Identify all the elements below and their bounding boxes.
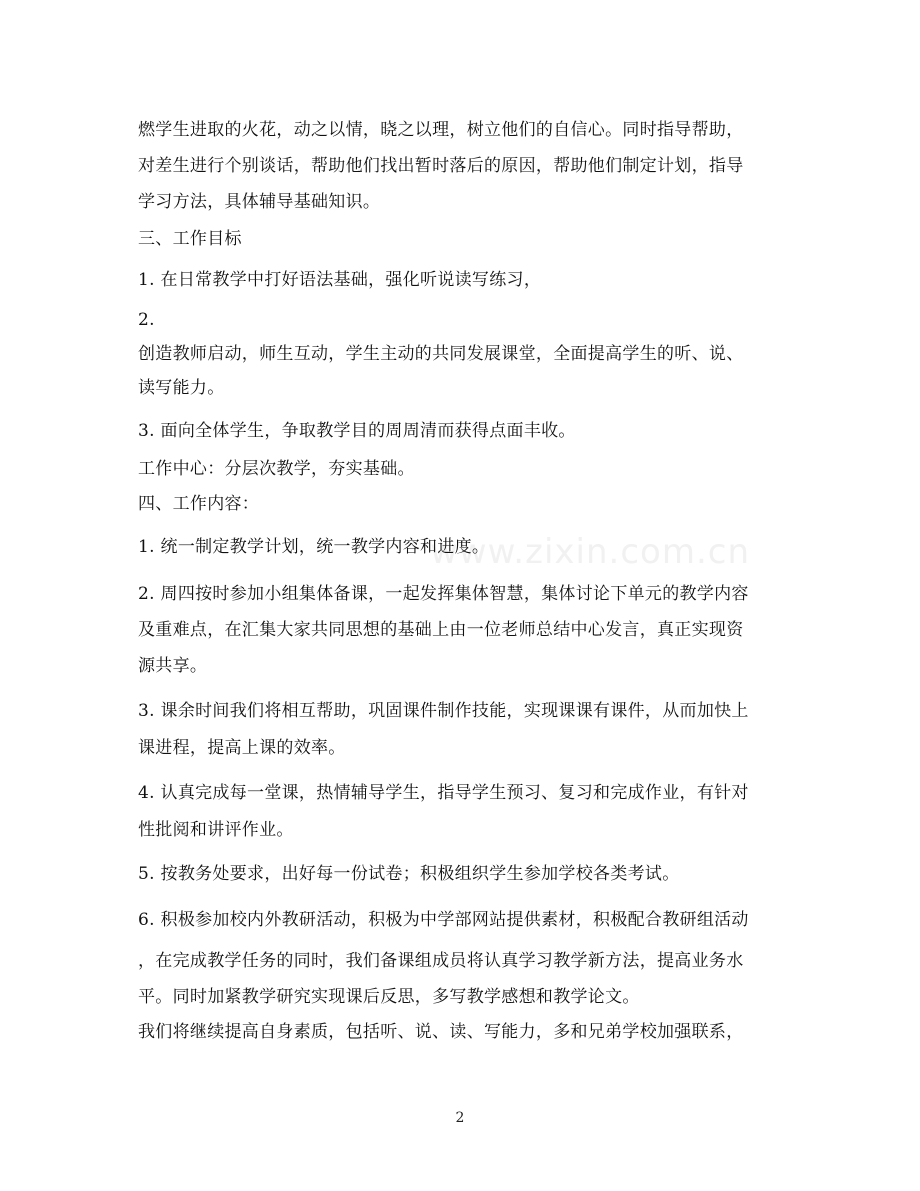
text-line: 6. 积极参加校内外教研活动，积极为中学部网站提供素材，积极配合教研组活动 [138,910,749,930]
text-line: 源共享。 [138,656,208,676]
text-line: 读写能力。 [138,378,225,398]
page-number: 2 [455,1110,465,1126]
text-line: 3. 面向全体学生，争取教学目的周周清而获得点面丰收。 [138,421,576,441]
text-line: 1. 统一制定教学计划，统一教学内容和进度。 [138,537,490,557]
text-line: 我们将继续提高自身素质，包括听、说、读、写能力，多和兄弟学校加强联系， [138,1022,744,1042]
text-line: 5. 按教务处要求，出好每一份试卷；积极组织学生参加学校各类考试。 [138,864,680,884]
text-line: 对差生进行个别谈话，帮助他们找出暂时落后的原因，帮助他们制定计划，指导 [138,156,744,176]
text-line: 性批阅和讲评作业。 [138,820,294,840]
section-heading: 三、工作目标 [138,229,242,249]
text-line: ，在完成教学任务的同时，我们备课组成员将认真学习教学新方法，提高业务水 [138,951,744,971]
text-line: 工作中心：分层次教学，夯实基础。 [138,459,415,479]
text-line: 2. 周四按时参加小组集体备课，一起发挥集体智慧，集体讨论下单元的教学内容 [138,584,749,604]
text-line: 1. 在日常教学中打好语法基础，强化听说读写练习， [138,270,542,290]
text-line: 3. 课余时间我们将相互帮助，巩固课件制作技能，实现课课有课件，从而加快上 [138,701,749,721]
text-line: 2. [138,310,155,330]
text-line: 平。同时加紧教学研究实现课后反思，多写教学感想和教学论文。 [138,987,640,1007]
section-heading: 四、工作内容： [138,494,260,514]
text-line: 学习方法，具体辅导基础知识。 [138,192,381,212]
text-line: 及重难点，在汇集大家共同思想的基础上由一位老师总结中心发言，真正实现资 [138,620,744,640]
text-line: 创造教师启动，师生互动，学生主动的共同发展课堂，全面提高学生的听、说、 [138,344,744,364]
text-line: 燃学生进取的火花，动之以情，晓之以理，树立他们的自信心。同时指导帮助， [138,120,744,140]
text-line: 课进程，提高上课的效率。 [138,738,346,758]
watermark: www.zixin.com.cn [430,532,750,572]
text-line: 4. 认真完成每一堂课，热情辅导学生，指导学生预习、复习和完成作业，有针对 [138,783,749,803]
